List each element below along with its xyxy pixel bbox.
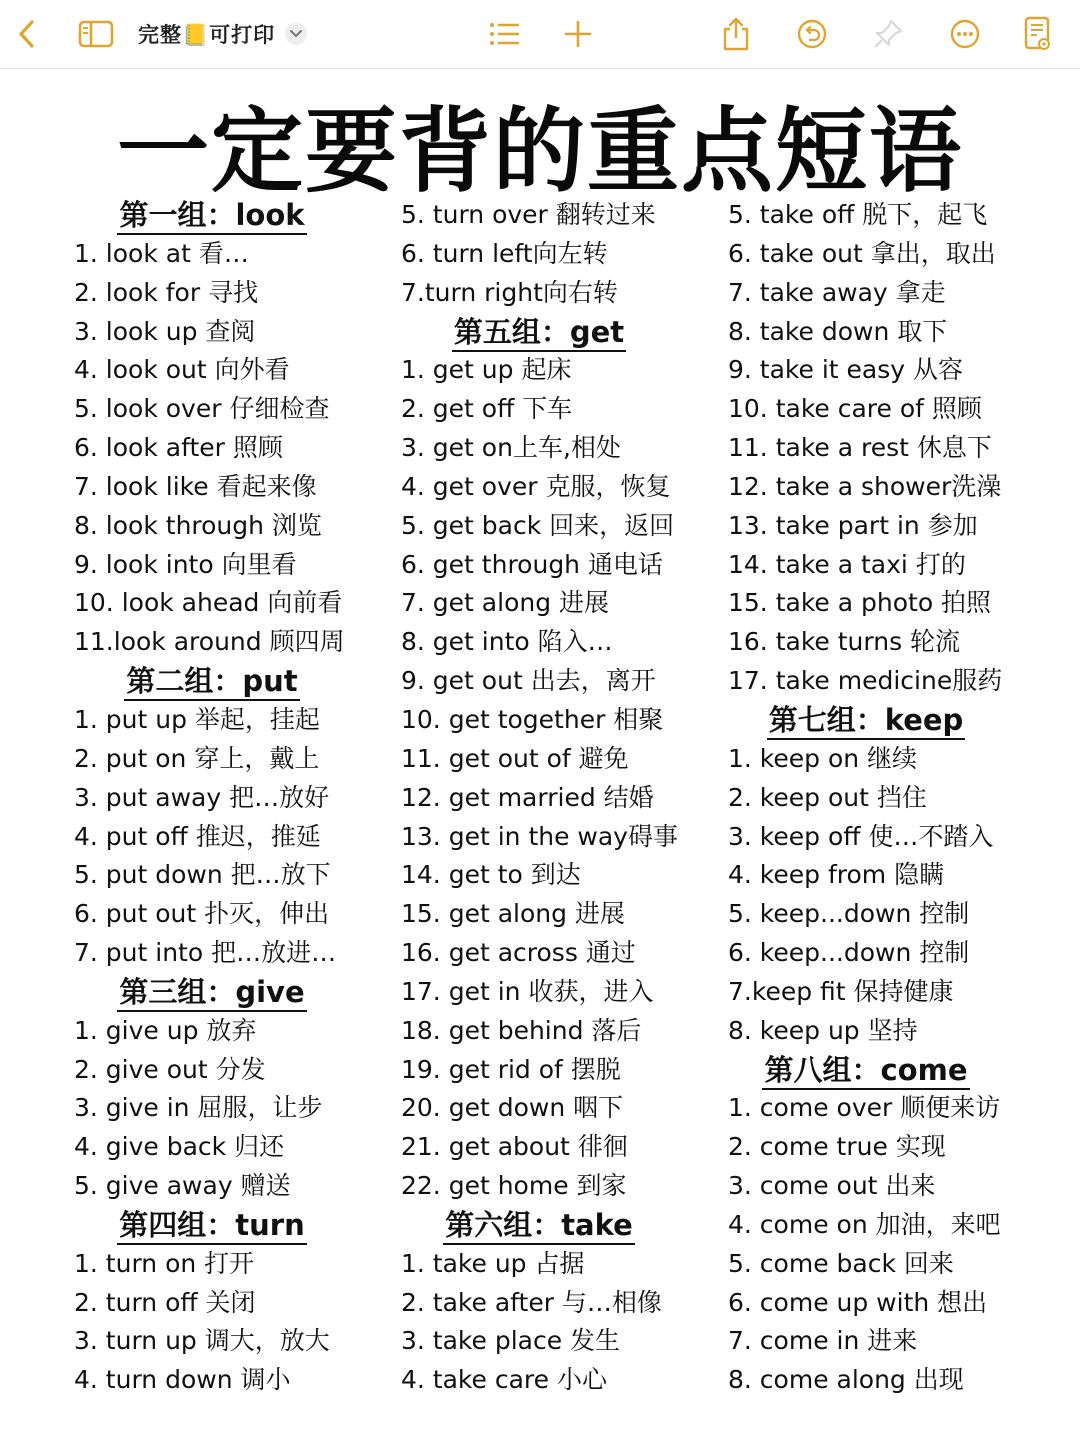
- phrase-item: 4. turn down 调小: [74, 1365, 291, 1395]
- phrase-item: 17. take medicine服药: [728, 666, 1003, 696]
- phrase-item: 6. get through 通电话: [401, 549, 663, 579]
- column-3: [728, 196, 1028, 1400]
- group-heading-put: 第二组：put: [74, 662, 350, 701]
- phrase-item: 4. get over 克服，恢复: [401, 471, 671, 501]
- phrase-item: 6. keep...down 控制: [728, 938, 970, 968]
- phrase-item: 3. turn up 调大，放大: [74, 1326, 330, 1356]
- document-view-icon[interactable]: [1022, 12, 1054, 56]
- group-heading-look: 第一组：look: [74, 196, 350, 235]
- phrase-item: 13. get in the way碍事: [401, 821, 678, 851]
- phrase-item: 1. get up 起床: [401, 355, 572, 385]
- phrase-item: 16. get across 通过: [401, 938, 636, 968]
- phrase-item: 5. put down 把…放下: [74, 860, 331, 890]
- group-heading-take: 第六组：take: [401, 1206, 677, 1245]
- back-chevron-icon[interactable]: [12, 12, 42, 56]
- phrase-item: 6. take out 拿出，取出: [728, 238, 996, 268]
- phrase-item: 5. keep...down 控制: [728, 899, 970, 929]
- phrase-item: 2. look for 寻找: [74, 277, 259, 307]
- phrase-item: 17. get in 收获，进入: [401, 976, 654, 1006]
- phrase-item: 5. take off 脱下，起飞: [728, 200, 988, 229]
- phrase-item: 1. come over 顺便来访: [728, 1093, 1001, 1123]
- phrase-item: 21. get about 徘徊: [401, 1132, 628, 1162]
- phrase-item: 15. get along 进展: [401, 899, 625, 929]
- plus-icon[interactable]: [562, 12, 594, 56]
- phrase-item: 2. turn off 关闭: [74, 1287, 256, 1317]
- phrase-item: 16. take turns 轮流: [728, 627, 961, 657]
- phrase-item: 11.look around 顾四周: [74, 627, 345, 657]
- phrase-item: 22. get home 到家: [401, 1171, 627, 1201]
- phrase-item: 14. take a taxi 打的: [728, 549, 966, 579]
- sidebar-icon[interactable]: [77, 12, 115, 56]
- column-1: [74, 196, 374, 1400]
- phrase-item: 5. turn over 翻转过来: [401, 200, 656, 229]
- phrase-item: 1. give up 放弃: [74, 1015, 257, 1045]
- group-heading-give: 第三组：give: [74, 973, 350, 1012]
- phrase-item: 7. get along 进展: [401, 588, 610, 618]
- phrase-item: 7. take away 拿走: [728, 277, 946, 307]
- column-2: [401, 196, 701, 1400]
- phrase-item: 1. turn on 打开: [74, 1248, 255, 1278]
- phrase-item: 11. get out of 避免: [401, 743, 629, 773]
- phrase-item: 7.keep fit 保持健康: [728, 976, 954, 1006]
- phrase-item: 7.turn right向右转: [401, 277, 618, 307]
- phrase-item: 10. take care of 照顾: [728, 394, 982, 424]
- phrase-item: 4. keep from 隐瞒: [728, 860, 945, 890]
- phrase-item: 3. get on上车,相处: [401, 433, 621, 463]
- phrase-item: 2. give out 分发: [74, 1054, 266, 1084]
- phrase-item: 2. put on 穿上，戴上: [74, 743, 320, 773]
- phrase-item: 9. get out 出去，离开: [401, 666, 656, 696]
- phrase-item: 8. come along 出现: [728, 1365, 964, 1395]
- phrase-item: 1. keep on 继续: [728, 743, 918, 773]
- document-title: 完整📒可打印: [138, 23, 276, 47]
- page-title: 一定要背的重点短语: [116, 98, 963, 205]
- phrase-item: 9. look into 向里看: [74, 549, 297, 579]
- phrase-item: 10. look ahead 向前看: [74, 588, 343, 618]
- phrase-item: 8. keep up 坚持: [728, 1015, 918, 1045]
- phrase-item: 6. come up with 想出: [728, 1287, 988, 1317]
- toolbar: [0, 0, 1080, 69]
- phrase-item: 5. come back 回来: [728, 1248, 954, 1278]
- group-heading-turn: 第四组：turn: [74, 1206, 350, 1245]
- title-menu-chevron-icon[interactable]: [285, 23, 307, 45]
- phrase-item: 8. look through 浏览: [74, 510, 322, 540]
- phrase-item: 7. come in 进来: [728, 1326, 918, 1356]
- phrase-item: 3. put away 把…放好: [74, 782, 330, 812]
- phrase-item: 9. take it easy 从容: [728, 355, 963, 385]
- phrase-item: 7. look like 看起来像: [74, 471, 317, 501]
- phrase-item: 15. take a photo 拍照: [728, 588, 992, 618]
- group-heading-get: 第五组：get: [401, 313, 677, 352]
- phrase-item: 12. take a shower洗澡: [728, 471, 1002, 501]
- phrase-item: 3. give in 屈服，让步: [74, 1093, 323, 1123]
- phrase-item: 1. put up 举起，挂起: [74, 704, 320, 734]
- phrase-item: 14. get to 到达: [401, 860, 581, 890]
- phrase-item: 2. keep out 挡住: [728, 782, 927, 812]
- phrase-item: 3. take place 发生: [401, 1326, 621, 1356]
- phrase-item: 1. look at 看…: [74, 238, 249, 268]
- phrase-item: 8. take down 取下: [728, 316, 948, 346]
- phrase-item: 11. take a rest 休息下: [728, 433, 992, 463]
- phrase-item: 6. turn left向左转: [401, 238, 608, 268]
- phrase-item: 3. come out 出来: [728, 1171, 936, 1201]
- phrase-item: 13. take part in 参加: [728, 510, 978, 540]
- phrase-item: 6. look after 照顾: [74, 433, 283, 463]
- phrase-item: 4. give back 归还: [74, 1132, 285, 1162]
- pin-icon[interactable]: [871, 12, 905, 56]
- phrase-item: 3. keep off 使…不踏入: [728, 821, 994, 851]
- phrase-item: 2. come true 实现: [728, 1132, 946, 1162]
- phrase-item: 5. give away 赠送: [74, 1171, 291, 1201]
- phrase-item: 2. take after 与…相像: [401, 1287, 662, 1317]
- phrase-item: 5. look over 仔细检查: [74, 394, 330, 424]
- group-heading-keep: 第七组：keep: [728, 701, 1004, 740]
- group-heading-come: 第八组：come: [728, 1051, 1004, 1090]
- share-icon[interactable]: [720, 12, 752, 56]
- phrase-item: 4. look out 向外看: [74, 355, 290, 385]
- phrase-item: 19. get rid of 摆脱: [401, 1054, 621, 1084]
- phrase-item: 2. get off 下车: [401, 394, 573, 424]
- phrase-item: 18. get behind 落后: [401, 1015, 642, 1045]
- more-icon[interactable]: [948, 12, 982, 56]
- phrase-item: 8. get into 陷入…: [401, 627, 613, 657]
- phrase-item: 7. put into 把…放进…: [74, 938, 337, 968]
- list-icon[interactable]: [488, 12, 522, 56]
- phrase-item: 20. get down 咽下: [401, 1093, 624, 1123]
- phrase-item: 1. take up 占据: [401, 1248, 585, 1278]
- document-title-menu[interactable]: [138, 14, 307, 54]
- phrase-item: 12. get married 结婚: [401, 782, 654, 812]
- phrase-item: 4. put off 推迟，推延: [74, 821, 321, 851]
- phrase-item: 5. get back 回来，返回: [401, 510, 675, 540]
- phrase-item: 4. take care 小心: [401, 1365, 607, 1395]
- undo-icon[interactable]: [795, 12, 829, 56]
- phrase-item: 6. put out 扑灭，伸出: [74, 899, 330, 929]
- phrase-item: 10. get together 相聚: [401, 704, 664, 734]
- phrase-item: 4. come on 加油，来吧: [728, 1209, 1001, 1239]
- phrase-item: 3. look up 查阅: [74, 316, 256, 346]
